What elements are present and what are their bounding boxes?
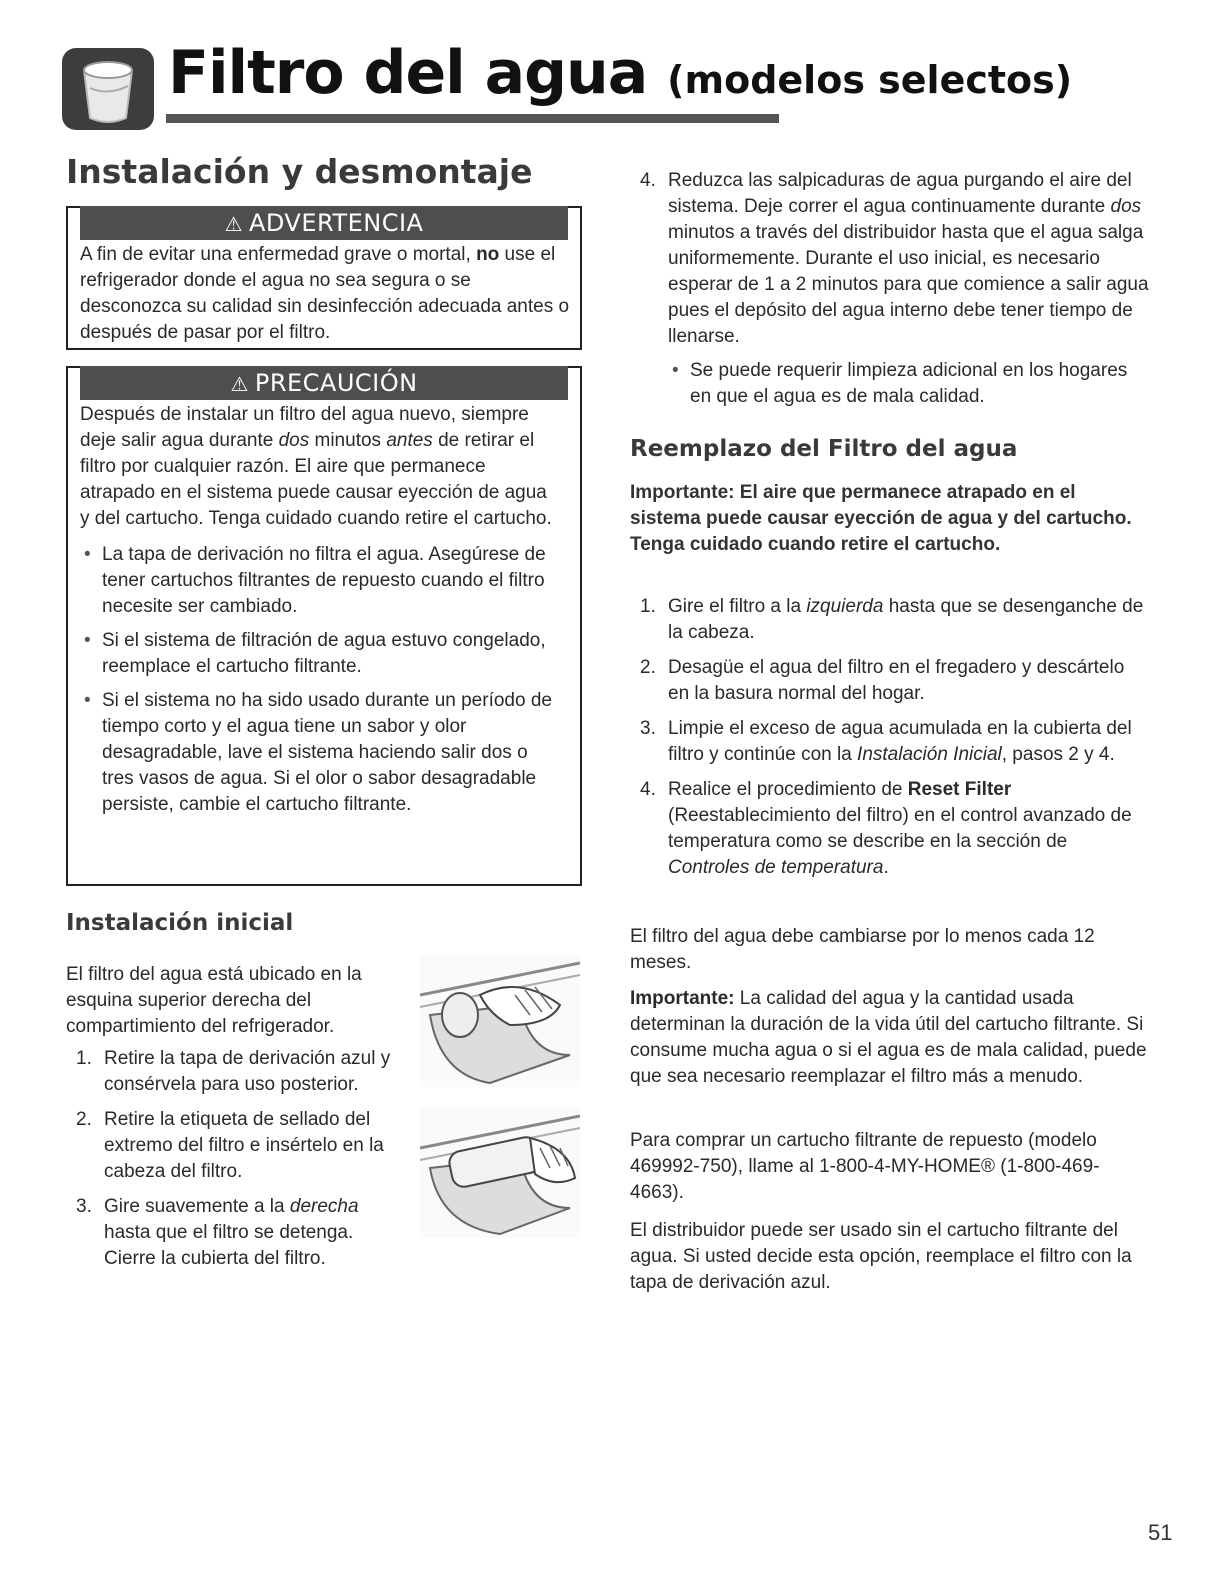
dispenser-paragraph: El distribuidor puede ser usado sin el cartucho filtrante del agua. Si usted decide esta opción, reemplace el filtro con la tapa de derivación azul. [630, 1220, 1132, 1293]
list-item: 4. Reduzca las salpicaduras de agua purgando el aire del sistema. Deje correr el agua continuamente durante dos minutos a través del distribuidor hasta que el agua salga uniformemente. Durante el uso inicial, es necesario esperar de 1 a 2 minutos para que comience a salir agua pues el depósito del agua interno debe tener tiempo de llenarse. [640, 170, 1149, 347]
replace-steps [630, 594, 1150, 890]
warning-label: ADVERTENCIA [248, 209, 424, 237]
list-item: 1. Retire la tapa de derivación azul y consérvela para uso posterior. [76, 1048, 391, 1095]
warning-triangle-icon: ⚠ [224, 212, 243, 236]
section-title-initial: Instalación inicial [66, 910, 294, 936]
warning-text: A fin de evitar una enfermedad grave o mortal, no use el refrigerador donde el agua no sea segura o se desconozca su calidad sin desinfección adecuada antes o después de pasar por el filtro. [80, 244, 570, 343]
filter-insert-illustration [420, 1108, 580, 1238]
list-item: 2. Retire la etiqueta de sellado del extremo del filtro e insértelo en la cabeza del filtro. [76, 1109, 384, 1182]
page-title [168, 40, 1072, 113]
caution-text [80, 402, 556, 826]
water-cup-icon [62, 48, 154, 130]
caution-label: PRECAUCIÓN [254, 369, 418, 397]
months-paragraph: El filtro del agua debe cambiarse por lo menos cada 12 meses. [630, 926, 1095, 973]
step4-block [630, 168, 1150, 418]
filter-removal-illustration [420, 955, 580, 1087]
initial-steps [66, 1046, 402, 1281]
warning-header [80, 206, 568, 240]
initial-intro: El filtro del agua está ubicado en la esquina superior derecha del compartimiento del refrigerador. [66, 964, 362, 1037]
quality-paragraph: Importante: La calidad del agua y la cantidad usada determinan la duración de la vida útil del cartucho filtrante. Si consume mucha agua o si el agua es de mala calidad, puede que sea necesario reemplazar el filtro más a menudo. [630, 988, 1147, 1087]
list-item: 4. Realice el procedimiento de Reset Filter (Reestablecimiento del filtro) en el control avanzado de temperatura como se describe en la sección de Controles de temperatura. [640, 779, 1132, 878]
replace-important-note: Importante: El aire que permanece atrapado en el sistema puede causar eyección de agua y del cartucho. Tenga cuidado cuando retire el cartucho. [630, 482, 1132, 555]
list-item: 1. Gire el filtro a la izquierda hasta que se desenganche de la cabeza. [640, 596, 1144, 643]
caution-paragraph: Después de instalar un filtro del agua nuevo, siempre deje salir agua durante dos minutos antes de retirar el filtro por cualquier razón. El aire que permanece atrapado en el sistema puede causar eyección de agua y del cartucho. Tenga cuidado cuando retire el cartucho. [80, 404, 552, 529]
list-item: • La tapa de derivación no filtra el agua. Asegúrese de tener cartuchos filtrantes de repuesto cuando el filtro necesite ser cambiado. [80, 542, 556, 620]
caution-box [66, 366, 582, 886]
section-title-installation: Instalación y desmontaje [66, 152, 533, 191]
list-item: • Si el sistema no ha sido usado durante un período de tiempo corto y el agua tiene un sabor y olor desagradable, lave el sistema haciendo salir dos o tres vasos de agua. Si el olor o sabor desagradable persiste, cambie el cartucho filtrante. [80, 688, 556, 818]
purchase-paragraph: Para comprar un cartucho filtrante de repuesto (modelo 469992-750), llame al 1-800-4-MY-HOME® (1-800-469-4663). [630, 1130, 1100, 1203]
header-rule [166, 114, 779, 123]
caution-bullets [80, 542, 556, 818]
warning-box [66, 206, 582, 350]
list-item: • Se puede requerir limpieza adicional en los hogares en que el agua es de mala calidad. [668, 358, 1150, 410]
list-item: 2. Desagüe el agua del filtro en el fregadero y descártelo en la basura normal del hogar. [640, 657, 1125, 704]
page-title-subtitle: (modelos selectos) [667, 58, 1073, 102]
section-title-replace: Reemplazo del Filtro del agua [630, 436, 1018, 462]
caution-header [80, 366, 568, 400]
page-title-main: Filtro del agua [168, 38, 648, 108]
list-item: 3. Limpie el exceso de agua acumulada en la cubierta del filtro y continúe con la Instalación Inicial, pasos 2 y 4. [640, 718, 1132, 765]
list-item: • Si el sistema de filtración de agua estuvo congelado, reemplace el cartucho filtrante. [80, 628, 556, 680]
page-number: 51 [1148, 1520, 1173, 1545]
step4-bullets [668, 358, 1150, 410]
warning-triangle-icon: ⚠ [230, 372, 249, 396]
list-item: 3. Gire suavemente a la derecha hasta que el filtro se detenga. Cierre la cubierta del filtro. [76, 1196, 359, 1269]
